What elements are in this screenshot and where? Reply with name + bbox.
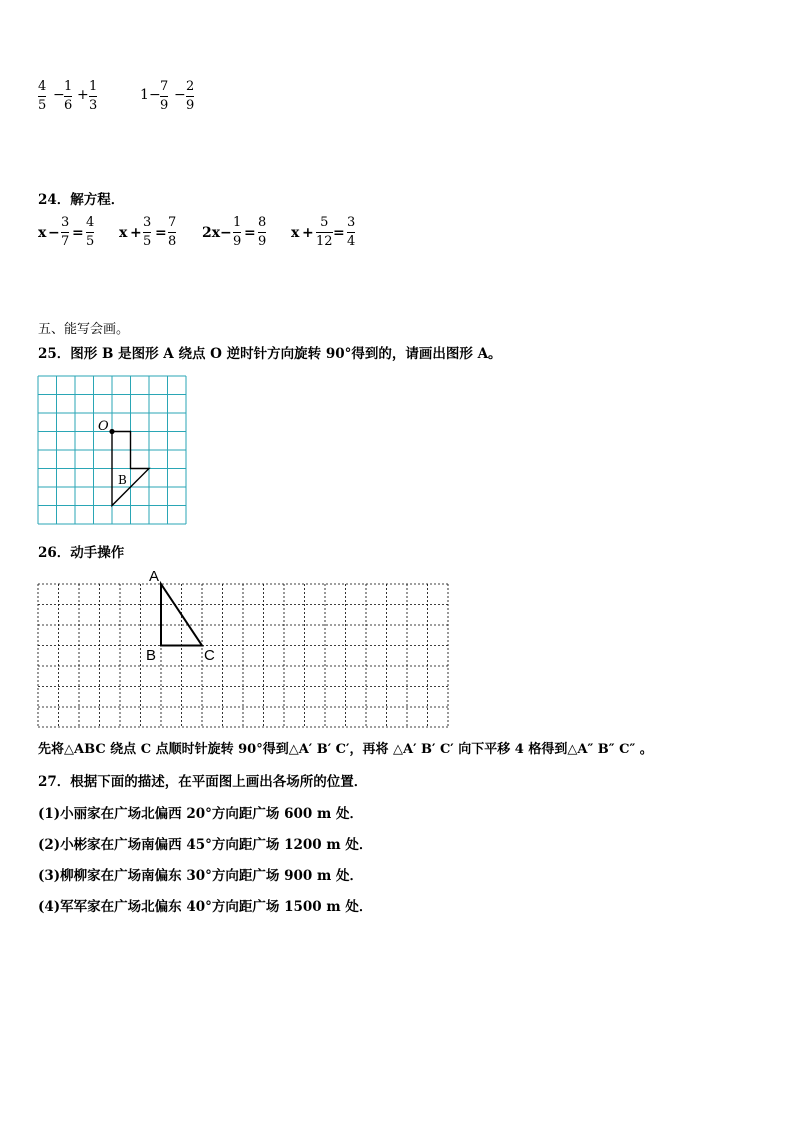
point-o-dot xyxy=(109,429,114,434)
fraction: 4 5 xyxy=(86,215,95,249)
fraction: 3 4 xyxy=(347,215,356,249)
q25-grid-figure xyxy=(37,375,189,525)
fraction: 7 8 xyxy=(168,215,177,249)
question-24-title: 24．解方程． xyxy=(38,192,125,208)
question-27-item-1: (1)小丽家在广场北偏西 20°方向距广场 600 m 处． xyxy=(38,806,363,822)
fraction: 1 9 xyxy=(233,215,242,249)
operator: − xyxy=(174,87,186,103)
point-o-label: O xyxy=(98,419,109,434)
q26-grid-figure xyxy=(37,565,451,731)
fraction: 8 9 xyxy=(258,215,267,249)
question-27-item-3: (3)柳柳家在广场南偏东 30°方向距广场 900 m 处． xyxy=(38,868,363,884)
operator: − xyxy=(53,87,65,103)
fraction: 4 5 xyxy=(38,79,47,113)
vertex-c-label: C xyxy=(204,647,215,664)
vertex-b-label: B xyxy=(146,647,157,664)
q26-grid xyxy=(38,584,448,727)
fraction: 5 12 xyxy=(316,215,333,249)
fraction: 1 6 xyxy=(64,79,73,113)
fraction: 2 9 xyxy=(186,79,195,113)
shape-b-label: B xyxy=(118,473,127,487)
fraction: 1 3 xyxy=(89,79,98,113)
question-27-title: 27．根据下面的描述，在平面图上画出各场所的位置． xyxy=(38,774,368,790)
fraction: 7 9 xyxy=(160,79,169,113)
question-27-item-2: (2)小彬家在广场南偏西 45°方向距广场 1200 m 处． xyxy=(38,837,373,853)
operator: − xyxy=(149,87,161,103)
operator: + xyxy=(77,87,89,103)
question-26-instruction: 先将△ABC 绕点 C 点顺时针旋转 90°得到△A′ B′ C′，再将 △A′ B′ C′ 向下平移 4 格得到△A″ B″ C″ 。 xyxy=(38,742,653,757)
question-26-title: 26．动手操作 xyxy=(38,545,125,561)
question-25-text: 25．图形 B 是图形 A 绕点 O 逆时针方向旋转 90°得到的，请画出图形 A。 xyxy=(38,346,502,362)
fraction: 3 5 xyxy=(143,215,152,249)
fraction: 3 7 xyxy=(61,215,70,249)
vertex-a-label: A xyxy=(149,568,160,585)
question-27-item-4: (4)军军家在广场北偏东 40°方向距广场 1500 m 处． xyxy=(38,899,373,915)
section-5-title: 五、能写会画。 xyxy=(38,322,130,337)
number: 1 xyxy=(140,87,149,103)
